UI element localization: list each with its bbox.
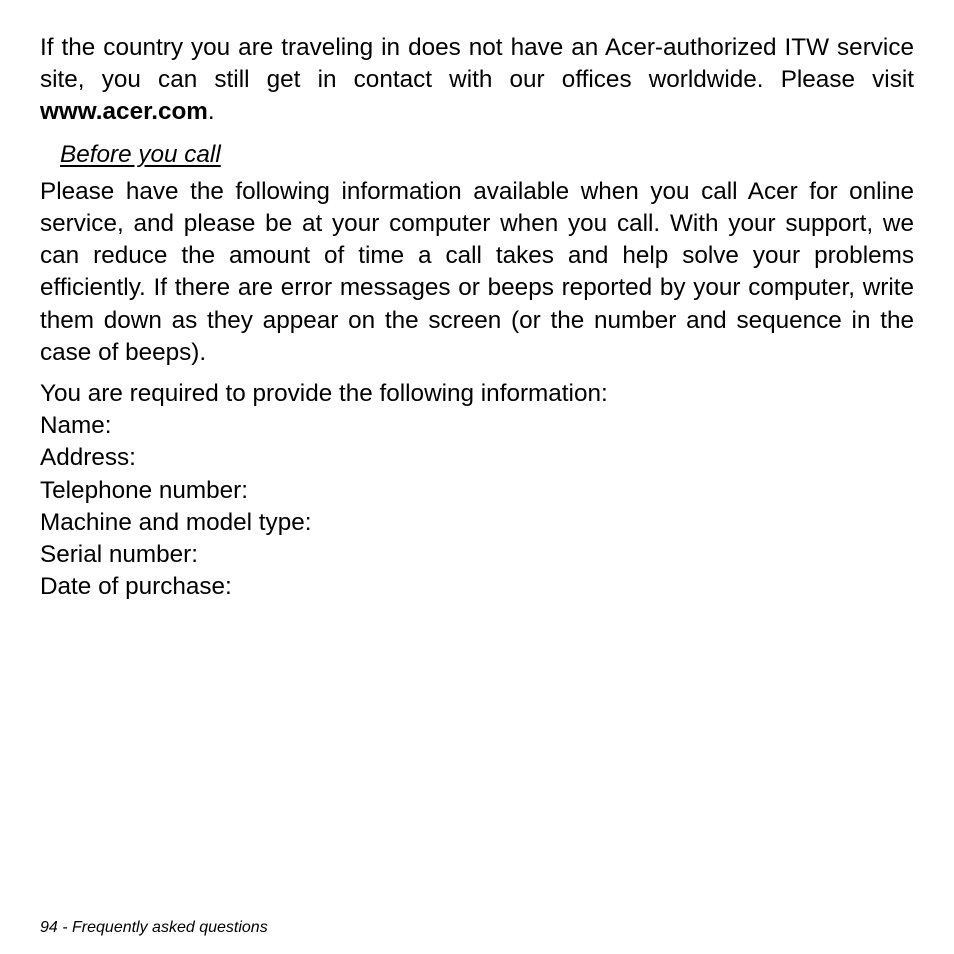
before-call-paragraph: Please have the following information available when you call Acer for online service, and please be at your computer when you call. With your support, we can reduce the amount of time a call takes and help solve your problems efficiently. If there are error messages or beeps reported by your computer, write them down as they appear on the screen (or the number and sequence in the case of beeps). [40,177,914,366]
field-address-label: Address: [40,444,136,472]
document-body [40,32,914,603]
intro-period: . [207,98,215,126]
required-info-intro: You are required to provide the following information: [40,380,608,408]
section-heading: Before you call [60,140,221,168]
page-footer: 94 - Frequently asked questions [40,919,268,936]
intro-text: If the country you are traveling in does not have an Acer-authorized ITW service site, you can still get in contact with our offices worldwide. Please visit [40,34,914,94]
field-telephone-label: Telephone number: [40,476,249,504]
required-fields-list [40,410,914,603]
field-name-label: Name: [40,412,112,440]
field-date-of-purchase-label: Date of purchase: [40,573,232,601]
field-serial-number-label: Serial number: [40,541,199,569]
acer-website-link[interactable]: www.acer.com [40,98,208,126]
field-machine-model-label: Machine and model type: [40,508,312,536]
intro-paragraph [40,32,914,129]
